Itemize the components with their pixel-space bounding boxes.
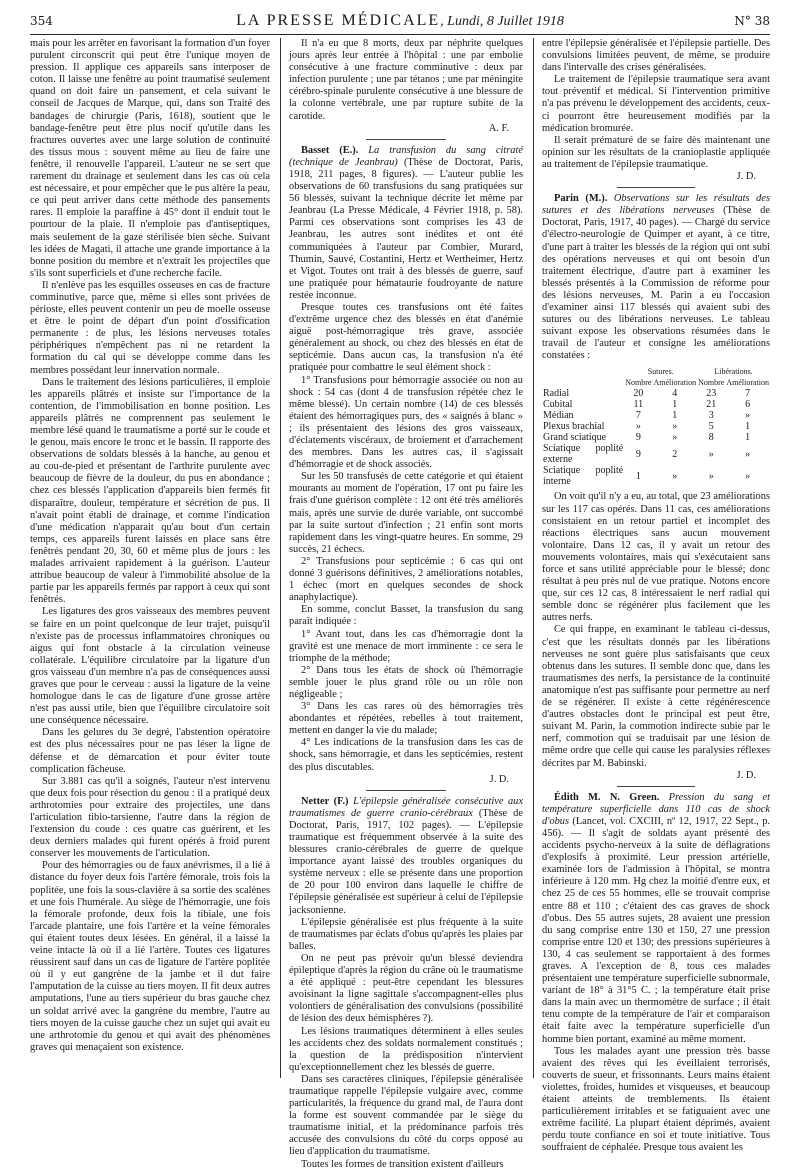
paragraph: Le traitement de l'épilepsie traumatique sera avant tout préventif et médical. Si l'intervention primitive n'a pas prévenu le développement des accidents, ceux-ci pourront être heureusement modifiés par la médication bromurée. (542, 74, 770, 134)
review-author: Basset (E.). (301, 144, 359, 156)
table-header: Libérations. (714, 367, 753, 377)
review-title: Observations sur les résultats des sutures et des libérations nerveuses (542, 193, 770, 217)
paragraph: Les ligatures des gros vaisseaux des membres peuvent se faire en un point quelconque de leur trajet, puisqu'il n'existe pas de processus inflammatoires chroniques ou aigus qui font obstacle à la circulation veineuse collatérale. L'équilibre circulatoire par la ligature d'un gros vaisseau d'un membre n'a pas de conséquences aussi graves que pour le cerveau : aussi la ligature de la veine homologue dans le cas de ligature d'une grosse artère n'est pas aussi utile, bien que l'équilibre circulatoire soit une conséquence nécessaire. (30, 606, 270, 727)
section-divider (366, 790, 446, 791)
paragraph: 4° Les indications de la transfusion dans les cas de shock, sans hémorragie, et dans les septicémies, restent des plus discutables. (289, 737, 523, 773)
table-row (542, 410, 770, 421)
review-title: L'épilepsie généralisée consécutive aux traumatismes de guerre cranio-cérébraux (289, 795, 523, 819)
results-table (542, 366, 770, 487)
row-label: Radial (543, 388, 570, 400)
table-cell: 5 (708, 421, 714, 433)
page-number: 354 (30, 14, 53, 28)
paragraph: 1° Avant tout, dans les cas d'hémorragie dont la gravité est une menace de mort imminente : ce sera le triomphe de la méthode; (289, 628, 523, 664)
table-cell: 7 (745, 388, 751, 400)
table-subheader: Nombre (698, 378, 725, 388)
column-middle (280, 38, 523, 1170)
table-cell: 23 (706, 388, 717, 400)
table-cell: 20 (633, 388, 644, 400)
journal-title: LA PRESSE MÉDICALE (236, 12, 441, 29)
paragraph: entre l'épilepsie généralisée et l'épilepsie partielle. Des convulsions limitées peuvent, de même, se produire dans l'intervalle des crises généralisées. (542, 38, 770, 74)
paragraph: 2° Transfusions pour septicémie : 6 cas qui ont donné 3 guérisons définitives, 2 améliorations notables, 1 échec (mort en quelques secondes de shock anaphylactique). (289, 555, 523, 604)
review-text: (Thèse de Doctorat, Paris, 1917, 40 pages). — Chargé du service d'électro-neurologie de Quimper et ayant, à ce titre, d'une part à traiter les blessés de la région qui ont subi des opérations nerveuses et qui ont besoin d'un traitement électrique, d'autre part à examiner les blessés présentés à la Commission de réforme pour des lésions nerveuses, M. Parin a eu l'occasion d'examiner ainsi 117 blessés qui avaient subi des sutures ou des libérations nerveuses. Le tableau suivant expose les observations résumées dans le travail de l'auteur et consigne les améliorations constatées : (542, 205, 770, 362)
table-cell: » (635, 421, 641, 433)
table-cell: » (745, 448, 751, 460)
header-rule (30, 34, 770, 35)
table-cell: 11 (633, 399, 644, 411)
table-cell: 6 (745, 399, 751, 411)
paragraph: 1° Transfusions pour hémorragie associée ou non au shock : 54 cas (dont 4 de transfusion répétée chez le même blessé). Un certain nombre (14) de ces blessés étaient des hémorragiques purs, des « saignés à blanc » ; ils présentaient des lésions des gros vaisseaux, d'éclatements viscéraux, de broiement et d'arrachement des membres. Dans les autres cas, il s'agissait d'hémorragie et de shock associés. (289, 374, 523, 471)
review-netter (289, 796, 523, 917)
row-label: Médian (543, 410, 574, 422)
paragraph: On voit qu'il n'y a eu, au total, que 23 améliorations sur les 117 cas opérés. Dans 11 cas, ces améliorations consistaient en un retour partiel et incomplet des réactions électriques sans aucun mouvement volontaire. Dans 12 cas, il y avait un retour des mouvements volontaires, mais qui s'exécutaient sans force et sans utilité appréciable pour le blessé; donc résultat à peu près nul de vue pratique. Notons encore que, sur ces 12 cas, 8 intéressaient le nerf radial qui semble donc se régénérer plus facilement que les autres nerfs. (542, 491, 770, 624)
review-author: Parin (M.). (554, 193, 608, 205)
table-cell: 21 (706, 399, 717, 411)
table-header: Sutures. (647, 367, 674, 377)
issue-number: N° 38 (734, 14, 770, 28)
table-cell: 3 (708, 410, 714, 422)
issue-date: , Lundi, 8 Juillet 1918 (440, 14, 564, 29)
table-cell: 1 (745, 432, 751, 444)
table-cell: 2 (672, 448, 678, 460)
signature: J. D. (489, 773, 509, 785)
paragraph: Il n'a eu que 8 morts, deux par néphrite quelques jours après leur entrée à l'hôpital : une par embolie consécutive à une fracture comminutive : deux par infection purulente ; une par tétanos ; une par méningite cérébro-spinale purulente consécutive à une blessure de la colonne vertébrale, une par rupture subite de la carotide. (289, 38, 523, 122)
table-row (542, 443, 770, 465)
column-right (533, 38, 770, 1154)
page-header (30, 10, 770, 34)
paragraph: 2° Dans tous les états de shock où l'hémorragie semble jouer le plus grand rôle ou un rôle non négligeable ; (289, 664, 523, 700)
paragraph: Pour des hémorragies ou de faux anévrismes, il a lié à distance du foyer deux fois l'artère fémorale, trois fois la poplitée, une fois la sous-clavière à sa sortie des scalènes et une fois l'humérale. Au siège de l'hémorragie, une fois la fémorale profonde, deux fois la tibiale, une fois l'arcade plantaire, une fois l'artère et la veine fémorales qui étaient toutes deux lésées. En général, il a laissé la veine intacte là où il a lié l'artère. Toutes ces ligatures réussirent sauf dans un cas de ligature de l'artère poplitée où il y eut gangrène de la jambe et il dut faire l'amputation de la cuisse au tiers moyen. Il fit deux autres amputations, l'une au tiers supérieur du bras gauche chez un soldat arrivé avec la gangrène du membre, l'autre au tiers moyen de la cuisse gauche chez un sujet qui avait eu une arthrotomie du genou et qui avait des phénomènes graves qui menaçaient son existence. (30, 860, 270, 1053)
paragraph: Dans les gelures du 3e degré, l'abstention opératoire est des plus nécessaires pour ne pas léser la ligne de défense et de démarcation et pour éviter toute complication fâcheuse. (30, 727, 270, 775)
table-cell: 1 (672, 410, 678, 422)
paragraph: En somme, conclut Basset, la transfusion du sang paraît indiquée : (289, 604, 523, 628)
table-cell: 4 (672, 388, 678, 400)
table-row (542, 399, 770, 410)
table-cell: » (672, 432, 678, 444)
table-cell: » (745, 410, 751, 422)
paragraph: Dans le traitement des lésions particulières, il emploie les appareils plâtrés et insiste sur l'importance de la contention, de l'immobilisation en bonne position. Les appareils plâtrés ne comprennent pas seulement le membre lésé quand le traumatisme a porté sur le coude et le genou, mais encore le tronc et le bassin. Il rapporte des observations de soldats blessés à la hanche, au genou et au cou-de-pied et présentant de l'arthrite purulente avec beaucoup de fièvre de la douleur, du pus en abondance ; chez ces blessés l'application d'appareils bien fermés fit disparaître, douleur, température et sécrétion de pus. Il n'avait point établi de drainage, et comme l'indication d'une médication n'apparait qu'au bout d'un certain temps, ces appareils furent laissés en place sans être fenêtrés pendant 20, 30, 60 et même plus de jours : les malades arrivaient rapidement à la guérison. L'auteur attribue beaucoup de valeur à l'immobilité absolue de la partie par les appareils fermés par rapport à ceux qui sont fenêtrés. (30, 376, 270, 606)
table-cell: » (672, 470, 678, 482)
table-cell: 7 (635, 410, 641, 422)
table-subheader: Amélioration (653, 378, 697, 388)
review-text: (Lancet, vol. CXCIII, nº 12, 1917, 22 Sept., p. 456). — Il s'agit de soldats ayant présenté des accidents psycho-nerveux à la suite de déflagrations d'explosifs à proximité. Leur pression artérielle, examinée lors de l'admission à l'hôpital, se montra inférieure à 120 mm. Hg chez la moitié d'entre eux, et chez 25 de ces 55 hommes, elle se trouvait comprise entre 88 et 110 ; c'étaient des cas graves de shock d'obus. Des 55 autres sujets, 28 avaient une pression du sang comprise entre 130 et 150, 27 une pression comprise entre 120 et 130; des pressions supérieures à 130, 4 cas seulement se rapportaient à des formes graves. A l'exception de 8, tous ces malades présentaient une température superficielle subnormale, variant de 18° à 31°5 C. ; la température était prise dans la main avec un thermomètre de surface ; il était tenu compte de la température de l'air et comparaison était faite avec la température superficielle d'un homme bien portant, examiné au même moment. (542, 815, 770, 1045)
review-text: (Thèse de Doctorat, Paris, 1918, 211 pages, 8 figures). — L'auteur publie les observations de 60 transfusions du sang pratiquées sur 56 blessés, suivant la technique décrite let même par Jeanbrau (La Presse Médicale, 4 Février 1918, p. 58). Parmi ces observations sont comprises les 43 de Jeanbrau, les autres sont inédites et ont été communiquées à l'auteur par Combier, Murard, Thumin, Sauvé, Costantini, Hertz et Wertheimer, Hertz et Vigot. Toutes ont trait à des blessés de guerre, sauf une pratiquée pour hémataurie foudroyante de nature restée inconnue. (289, 156, 523, 301)
paragraph: Il n'enlève pas les esquilles osseuses en cas de fracture comminutive, parce que, même si elles sont privées de périoste, elles peuvent contenir un peu de moelle osseuse et être le point de départ d'un point d'ossification permanente : de plus, les lésions nerveuses totales périphériques n'empêchent pas ni ne retardent la formation du cal qui se développe comme dans les membres possédant leur innervation normale. (30, 279, 270, 376)
row-label: Plexus brachial (543, 421, 605, 433)
table-cell: » (745, 470, 751, 482)
table-cell: 9 (635, 432, 641, 444)
article-columns (30, 38, 770, 1170)
paragraph: Dans ses caractères cliniques, l'épilepsie généralisée traumatique rappelle l'épilepsie vulgaire avec, comme particularités, la fréquence du grand mal, de l'aura dont la forme est souvent commandée par le siège du traumatisme initial, et la prédominance parfois très accusée des convulsions du côté du corps opposé au lieu d'application du traumatisme. (289, 1073, 523, 1158)
table-subheader: Nombre (625, 378, 652, 388)
table-cell: 1 (745, 421, 751, 433)
table-cell: » (672, 421, 678, 433)
row-label: Sciatique poplité externe (543, 443, 624, 466)
table-cell: » (708, 470, 714, 482)
table-cell: 1 (635, 470, 641, 482)
paragraph: Sur 3.881 cas qu'il a soignés, l'auteur n'est intervenu que deux fois pour résection du genou : il a pratiqué deux arthrotomies pour extraire des projectiles, une dans l'articulation tibio-tarsienne, l'autre dans la région de l'extension du coude : ces quatre cas guérirent, et les deux derniers malades qui furent opérés à froid purent conserver les mouvements de l'articulation. (30, 775, 270, 860)
paragraph: Il serait prématuré de se faire dès maintenant une opinion sur les résultats de la cranioplastie appliquée au traitement de l'épilepsie traumatique. (542, 134, 770, 170)
table-subheader: Amélioration (726, 378, 769, 388)
table-cell: 9 (635, 448, 641, 460)
review-green (542, 792, 770, 1046)
paragraph: 3° Dans les cas rares où des hémorragies très abondantes et répétées, rebelles à tout traitement, mettent en danger la vie du malade; (289, 701, 523, 737)
table-row (542, 388, 770, 399)
paragraph: Tous les malades ayant une pression très basse avaient des rêves qui les éveillaient terrorisés, couverts de sueur, et frissonnants. Leurs mains étaient violettes, froides, humides et visqueuses, et beaucoup étaient atteints de tremblements. Ils étaient particulièrement irritables et se fatiguaient avec une extrême facilité. La plupart étaient déprimés, avaient perdu toute confiance en soi et toute initiative. Tous souffraient de céphalée. Presque tous avaient les (542, 1045, 770, 1154)
table-row (542, 421, 770, 432)
section-divider (617, 786, 695, 787)
paragraph: L'épilepsie généralisée est plus fréquente à la suite de traumatismes par éclats d'obus qu'après les plaies par balles. (289, 916, 523, 952)
table-cell: 8 (708, 432, 714, 444)
paragraph: Presque toutes ces transfusions ont été faites d'extrême urgence chez des blessés en état d'anémie aiguë post-hémorragique très grave, associée généralement au shock, ou chez des blessés en état de septicémie. Dans aucun cas, la transfusion n'a été pratiquée pour combattre le seul élément shock : (289, 301, 523, 374)
table-body (542, 388, 770, 487)
signature: A. F. (488, 122, 509, 134)
paragraph: Toutes les formes de transition existent d'ailleurs (301, 1158, 504, 1170)
section-divider (366, 139, 446, 140)
table-cell: 1 (672, 399, 678, 411)
row-label: Sciatique poplité interne (543, 465, 624, 488)
review-author: Édith M. N. Green. (554, 791, 660, 803)
journal-masthead (30, 12, 770, 30)
table-cell: » (708, 448, 714, 460)
paragraph: On ne peut pas prévoir qu'un blessé deviendra épileptique d'après la région du crâne où le traumatisme a été appliqué : peut-être cependant les blessures avoisinant la ligne sagittale s'accompagnent-elles plus volontiers de généralisation des convulsions (possibilité de lésion des deux hémisphères ?). (289, 952, 523, 1025)
paragraph: Les lésions traumatiques déterminent à elles seules les accidents chez des soldats normalement constitués ; la question de la prédisposition n'intervient qu'exceptionnellement chez les blessés de guerre. (289, 1025, 523, 1073)
column-left (30, 38, 270, 1078)
table-row (542, 432, 770, 443)
review-basset (289, 145, 523, 302)
row-label: Grand sciatique (543, 432, 607, 444)
signature: J. D. (736, 171, 756, 183)
paragraph: Ce qui frappe, en examinant le tableau ci-dessus, c'est que les résultats donnés par les libérations nerveuses ne sont guère plus satisfaisants que ceux obtenus dans les sutures. Il semble donc que, dans les traumatismes des nerfs, la persistance de la continuité anatomique n'est pas suffisante pour permettre au nerf de se régénérer. Il existe à cette régénérescence d'autres obstacles dont le principal est peut être, suivant M. Parin, la commotion indirecte subie par le nerf, commotion qui se traduisait par une lésion de même ordre que celle qui cause les paralysies réflexes décrites par M. Babinski. (542, 624, 770, 769)
paragraph: Sur les 50 transfusés de cette catégorie et qui étaient mourants au moment de l'opération, 17 ont pu faire les frais d'une guérison complète : 12 ont été très améliorés mais, après une survie de durée variable, ont succombé par la suite surtout d'infection ; 21 enfin sont morts rapidement dans les vingt-quatre heures. En somme, 29 succès, 21 échecs. (289, 471, 523, 555)
signature: J. D. (736, 769, 756, 781)
section-divider (617, 187, 695, 188)
row-label: Cubital (543, 399, 573, 411)
table-row (542, 465, 770, 487)
review-title: Pression du sang et température superficielle dans 110 cas de shock d'obus (542, 791, 770, 827)
paragraph: mais pour les arrêter en favorisant la formation d'un foyer purulent circonscrit qui peut être l'unique moyen de pression. Il applique ces appareils sans interposer de coton. Il laisse une fenêtre au point traumatisé seulement quand on doit faire un pansement, et cela suivant le conseil de Jacques de Marque, qui, dans son Traité des bandages de chirurgie (Paris, 1618), soutient que le bandage-fenêtre peut être plus nocif qu'utile dans les fractures ouvertes avec une large solution de continuité des tissus mous : souvent même au lieu de faire une fenêtre, il renouvelle l'appareil. L'auteur ne se sert que rarement du drainage et seulement dans les cas où cela est nécessaire, et pour empêcher que le pus altère la peau, ce qui peut arriver dans cette méthode des pansements rares. Il emploie la paraffine à 45° dont il enduit tout le pourtour de la plaie. Il n'emploie pas d'antiseptiques, mais seulement de la gaze stérilisée bien sèche. Suivant les idées de Magati, il attache une grande importance à la bonne position du membre et n'extrait les projectiles que s'ils sont superficiels et d'une recherche facile. (30, 38, 270, 279)
review-author: Netter (F.) (301, 795, 349, 807)
review-parin (542, 193, 770, 362)
review-title: La transfusion du sang citraté (technique de Jeanbrau) (289, 144, 523, 168)
review-text: (Thèse de Doctorat, Paris, 1917, 102 pages). — L'épilepsie traumatique est fréquemment observée à la suite des blessures cranio-cérébrales de guerre de quelque importance ayant laissé des troubles organiques du système nerveux : elle se présente dans une proportion de 20 pour 100 environ dans laquelle le chiffre de l'épilepsie généralisée est supérieur à celui de l'épilepsie jacksonienne. (289, 807, 523, 916)
